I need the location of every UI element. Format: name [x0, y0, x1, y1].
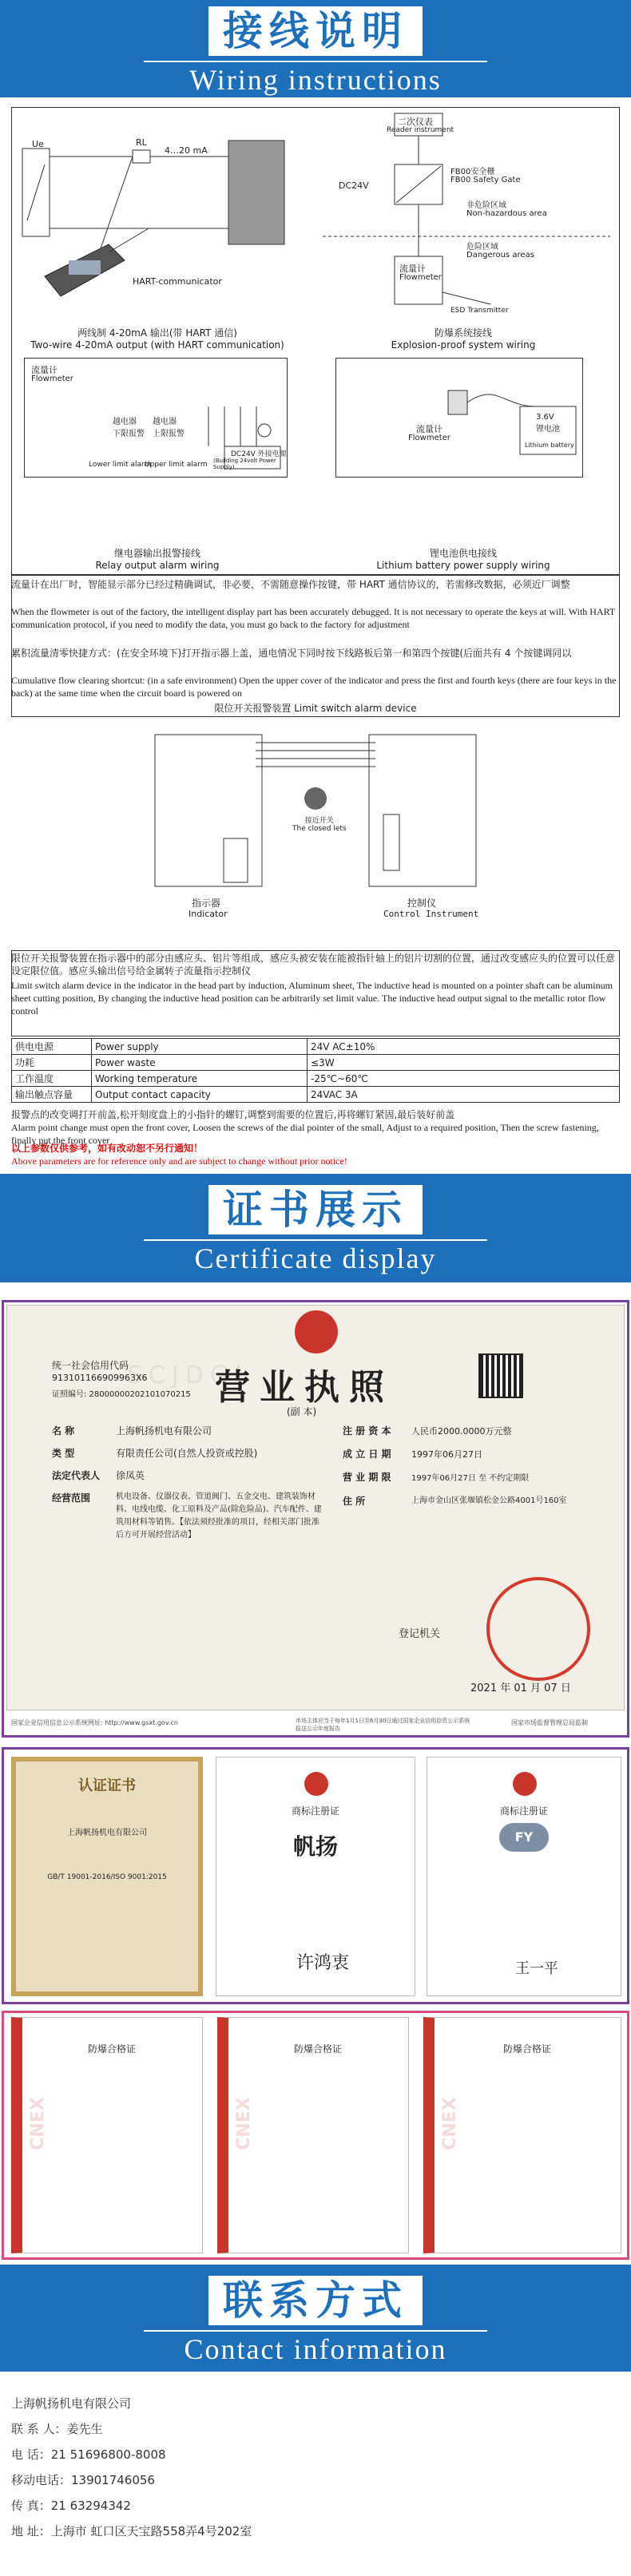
hart-caption-cn: 两线制 4-20mA 输出(带 HART 通信)	[77, 327, 237, 339]
limit-indicator-en: Indicator	[189, 909, 228, 919]
bat-caption-cn: 锂电池供电接线	[429, 548, 497, 559]
contact-fax: 传 真：21 63294342	[11, 2499, 131, 2513]
trademark-certificate-2	[427, 1757, 621, 1996]
clear-note-cn: 累积流量清零快捷方式：(在安全环境下)打开指示器上盖，通电情况下同时按下线路板后第一和第四个按键(后面共有 4 个按键调同以	[11, 648, 572, 659]
license-value: 上海市金山区张堰镇松金公路4001号160室	[411, 1496, 567, 1505]
license-value: 徐凤英	[116, 1470, 145, 1481]
hart-caption-en: Two-wire 4-20mA output (with HART communication)	[30, 339, 284, 351]
limit-title: 限位开关报警装置 Limit switch alarm device	[214, 703, 417, 714]
certificate-title-cn: 证书展示	[208, 1185, 423, 1234]
spec-table	[11, 1038, 620, 1103]
wiring-title-cn: 接线说明	[208, 6, 423, 56]
ex-gate: FB00安全栅	[450, 168, 495, 176]
relay-caption-en: Relay output alarm wiring	[95, 560, 220, 571]
iso-company: 上海帆扬机电有限公司	[67, 1829, 147, 1837]
relay-low: Lower limit alarm	[89, 461, 152, 469]
ex-haz: 危险区域	[466, 243, 498, 252]
ex-haz-en: Dangerous areas	[466, 251, 534, 260]
spec-val: 24V AC±10%	[308, 1039, 620, 1055]
ex-nonhaz-en: Non-hazardous area	[466, 209, 547, 218]
relay-low-cn: 越电器 下限报警	[113, 418, 145, 438]
license-copy: (副 本)	[287, 1406, 317, 1417]
bat-caption-en: Lithium battery power supply wiring	[376, 560, 550, 571]
limit-control-cn: 控制仪	[407, 898, 437, 909]
license-value: 人民币2000.0000万元整	[411, 1426, 512, 1437]
ex-certificate-3	[423, 2017, 621, 2253]
license-value: 有限责任公司(自然人投资或控股)	[116, 1448, 258, 1459]
clear-note-en: Cumulative flow clearing shortcut: (in a safe environment) Open the upper cover of the indicator and press the first and fourth keys (there are four keys in the back) at the same time when the circuit board is powered on	[11, 675, 617, 699]
limit-switch-diagram	[144, 719, 487, 934]
license-credit-no: 913101166909963X6	[52, 1373, 148, 1383]
license-key: 经营范围	[52, 1492, 91, 1504]
contact-mobile[interactable]: 移动电话：13901746056	[11, 2473, 155, 2487]
license-watermark: SCJDGL	[127, 1361, 255, 1389]
business-license	[6, 1305, 625, 1710]
trademark-certificate-1	[216, 1757, 415, 1996]
trademark-emblem-icon	[513, 1772, 537, 1796]
license-key: 营 业 期 限	[343, 1472, 391, 1483]
hart-rl-label: RL	[136, 137, 147, 148]
license-value: 上海帆扬机电有限公司	[116, 1425, 212, 1437]
license-key: 成 立 日 期	[343, 1449, 391, 1460]
spec-en: Output contact capacity	[92, 1087, 308, 1103]
relay-caption-cn: 继电器输出报警接线	[113, 548, 200, 559]
license-row	[52, 1424, 323, 1438]
ex-wiring-drawing	[307, 109, 618, 324]
alarm-note-en: Alarm point change must open the front cover, Loosen the screws of the dial pointer of the small, Adjust to a required position, Then the screw fastening, finally put the front cover	[11, 1122, 599, 1146]
certificate-title-en: Certificate display	[144, 1239, 487, 1276]
calibration-note-en: When the flowmeter is out of the factory, the intelligent display part has been accurately debugged. It is not necessary to operate the keys at will. With HART communication protocol, if you need to modify the data, you must go back to the factory for adjustment	[11, 606, 616, 630]
spec-en: Power supply	[92, 1039, 308, 1055]
license-title: 营业执照	[215, 1367, 394, 1408]
ex-caption-en: Explosion-proof system wiring	[391, 339, 536, 351]
relay-up-cn: 越电器 上限报警	[153, 418, 185, 438]
relay-flow-en: Flowmeter	[31, 375, 73, 383]
bat-voltage: 3.6V 锂电池	[536, 413, 560, 434]
ex-cert-title: 防爆合格证	[87, 2043, 136, 2055]
ex-certificate-1	[11, 2017, 203, 2253]
contact-title-cn: 联系方式	[208, 2276, 423, 2325]
spec-val: -25℃~60℃	[308, 1071, 620, 1087]
wiring-title-en: Wiring instructions	[144, 61, 487, 97]
limit-control-en: Control Instrument	[383, 909, 479, 919]
bat-flow-en: Flowmeter	[408, 434, 450, 442]
trademark-brand: 帆扬	[292, 1833, 338, 1860]
contact-phone[interactable]: 电 话：21 51696800-8008	[11, 2447, 166, 2462]
spec-row	[12, 1055, 620, 1071]
spec-row	[12, 1039, 620, 1055]
qr-code-icon	[478, 1353, 523, 1398]
ex-cert-mark: CNEX	[233, 2097, 254, 2150]
license-key: 法定代表人	[52, 1470, 101, 1481]
relay-up: Upper limit alarm	[145, 461, 208, 469]
iso-title: 认证证书	[78, 1777, 136, 1794]
license-value: 机电设备、仪器仪表、管道阀门、五金交电、建筑装饰材料、电线电缆、化工原料及产品(除危险品)、汽车配件、建筑用材料等销售。【依法须经批准的项目，经相关部门批准后方可开展经营活动】	[116, 1492, 322, 1540]
trademark-logo: FY	[499, 1823, 549, 1852]
wiring-banner	[0, 0, 631, 97]
relay-diagram	[24, 358, 288, 478]
license-footer-url: 国家企业信用信息公示系统网址: http://www.gsxt.gov.cn	[11, 1719, 178, 1726]
ex-cert-mark: CNEX	[27, 2097, 48, 2150]
reference-note-en: Above parameters are for reference only and are subject to change without prior notice!	[11, 1155, 347, 1167]
license-credit-label: 统一社会信用代码	[52, 1360, 129, 1371]
relay-dc: DC24V 外接电源	[231, 450, 287, 458]
spec-row	[12, 1071, 620, 1087]
ex-reader: Reader instrument	[387, 126, 454, 134]
license-footer-note: 市场主体应当于每年1月1日至6月30日通过国家企业信用信息公示系统报送公示年度报告	[296, 1718, 470, 1732]
trademark-emblem-icon	[304, 1772, 328, 1796]
license-key: 类 型	[52, 1448, 75, 1459]
iso-standard: GB/T 19001-2016/ISO 9001:2015	[47, 1873, 167, 1881]
limit-indicator-cn: 指示器	[192, 898, 221, 909]
limit-probe-label: 接近开关 The closed lets	[292, 817, 347, 833]
contact-banner	[0, 2265, 631, 2372]
trademark-title: 商标注册证	[291, 1805, 339, 1817]
ex-flow: 流量计	[399, 264, 426, 274]
ex-caption-cn: 防爆系统接线	[434, 327, 492, 339]
license-row	[52, 1468, 323, 1483]
hart-communicator-label: HART-communicator	[133, 276, 222, 287]
ex-secondary: 二次仪表	[398, 117, 433, 127]
license-date: 2021 年 01 月 07 日	[470, 1682, 571, 1694]
spec-cn: 工作温度	[12, 1071, 92, 1087]
license-row	[343, 1447, 614, 1462]
hart-diagram	[13, 109, 302, 324]
license-cert-no: 证照编号: 28000000202101070215	[52, 1390, 191, 1399]
calibration-note-cn: 流量计在出厂时，智能显示部分已经过精确调试，非必要，不需随意操作按键，带 HART 通信协议的，若需修改数据，必须近厂调整	[11, 579, 570, 590]
license-left-col	[52, 1424, 323, 1542]
license-key: 名 称	[52, 1425, 75, 1437]
license-row	[52, 1491, 323, 1542]
license-right-col	[343, 1424, 614, 1508]
license-key: 注 册 资 本	[343, 1425, 391, 1437]
ex-cert-mark: CNEX	[439, 2097, 460, 2150]
hart-ue-label: Ue	[32, 139, 44, 149]
limit-desc-en: Limit switch alarm device in the indicator in the head part by induction, Aluminum sheet, The inductive head is mounted on a pointer shaft can be aluminum sheet cutting position, By changing the inductive head position can be arbitrarily set limit value. The inductive head output signal to the metallic rotor flow control	[11, 980, 613, 1017]
ex-nonhaz: 非危险区域	[466, 201, 506, 210]
contact-title-en: Contact information	[144, 2330, 487, 2367]
spec-cn: 供电电源	[12, 1039, 92, 1055]
spec-cn: 功耗	[12, 1055, 92, 1071]
ex-ground: ESD Transmitter	[450, 307, 509, 315]
trademark-title: 商标注册证	[499, 1805, 548, 1817]
contact-address: 地 址：上海市 虹口区天宝路558弄4号202室	[11, 2524, 252, 2538]
limit-desc-cn: 限位开关报警装置在指示器中的部分由感应头、铝片等组成，感应头被安装在能被指针轴上的铝片切割的位置，通过改变感应头的位置可以任意设定限位值。感应头输出信号给金属转子流量指示控制仪	[11, 953, 616, 977]
license-row	[343, 1470, 614, 1486]
iso-certificate	[11, 1757, 203, 1996]
hart-ma-label: 4…20 mA	[165, 145, 208, 156]
license-row	[343, 1494, 614, 1508]
battery-diagram	[335, 358, 583, 478]
ex-gate-en: FB00 Safety Gate	[450, 176, 521, 184]
ex-diagram	[307, 109, 618, 324]
license-row	[343, 1424, 614, 1439]
ex-flow-en: Flowmeter	[399, 273, 442, 282]
ex-cert-title: 防爆合格证	[293, 2043, 342, 2055]
bat-label: Lithium battery	[525, 442, 574, 449]
official-seal-icon	[486, 1577, 590, 1681]
license-value: 1997年06月27日	[411, 1449, 482, 1460]
contact-person: 联 系 人：姜先生	[11, 2422, 103, 2436]
spec-row	[12, 1087, 620, 1103]
hart-wiring-drawing	[13, 109, 302, 324]
ex-cert-title: 防爆合格证	[502, 2043, 551, 2055]
reference-note-cn: 以上参数仅供参考，如有改动恕不另行通知！	[11, 1143, 204, 1154]
trademark-sign: 许鸿衷	[296, 1953, 350, 1973]
national-emblem-icon	[295, 1310, 338, 1353]
relay-flow: 流量计	[31, 365, 58, 375]
bat-flow: 流量计	[416, 424, 442, 434]
spec-val: 24VAC 3A	[308, 1087, 620, 1103]
spec-cn: 输出触点容量	[12, 1087, 92, 1103]
license-key: 住 所	[343, 1496, 366, 1507]
license-value: 1997年06月27日 至 不约定期限	[411, 1474, 530, 1483]
license-footer-supervisor: 国家市场监督管理总局监制	[511, 1719, 588, 1726]
spec-en: Power waste	[92, 1055, 308, 1071]
relay-dc-en: (Building 24volt Power Supply)	[213, 458, 276, 470]
alarm-note-cn: 报警点的改变调打开前盖,松开刻度盘上的小指针的螺钉,调整到需要的位置后,再将螺钉紧固,最后装好前盖	[11, 1109, 455, 1120]
license-authority: 登记机关	[399, 1628, 441, 1640]
certificate-banner	[0, 1174, 631, 1282]
trademark-sign: 王一平	[515, 1960, 558, 1977]
spec-en: Working temperature	[92, 1071, 308, 1087]
contact-company: 上海帆扬机电有限公司	[11, 2396, 132, 2411]
license-row	[52, 1446, 323, 1460]
ex-dc: DC24V	[339, 180, 369, 191]
ex-certificate-2	[217, 2017, 409, 2253]
spec-val: ≤3W	[308, 1055, 620, 1071]
